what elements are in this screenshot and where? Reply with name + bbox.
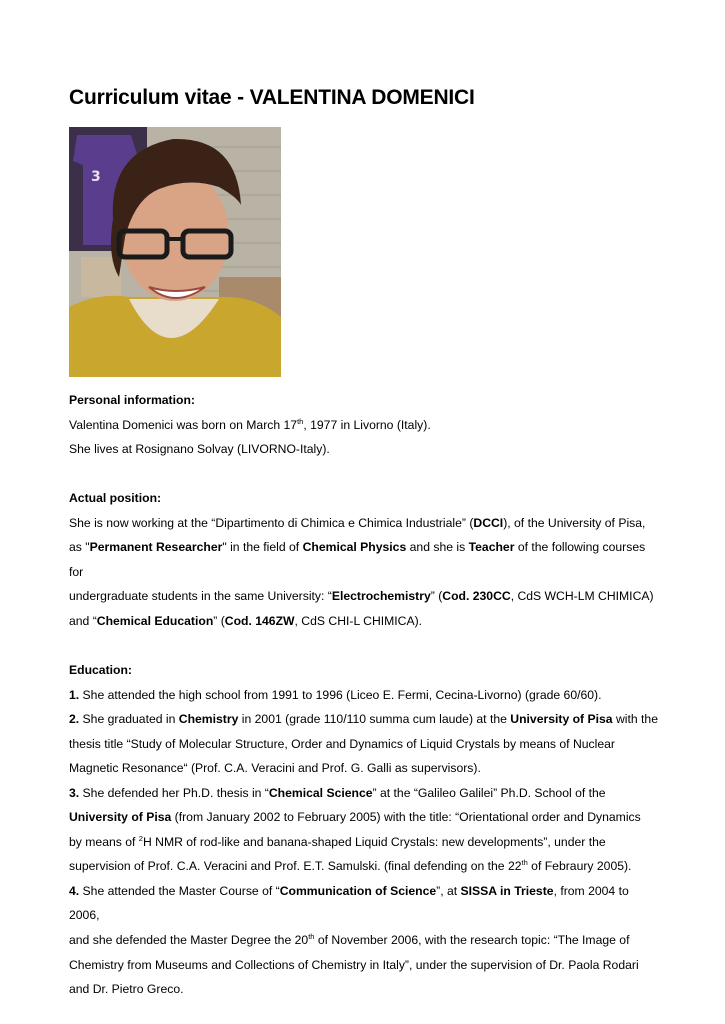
birth-info: Valentina Domenici was born on March 17th, 1977 in Livorno (Italy). [69,416,431,432]
section-heading-education: Education: [69,663,132,678]
education-line: by means of $^2$H NMR of rod-like and banana-shaped Liquid Crystals: new developments”, under the [69,833,606,849]
education-item: 1. She attended the high school from 1991 to 1996 (Liceo E. Fermi, Cecina-Livorno) (grade 60/60). [69,687,602,702]
portrait-photo [69,127,281,377]
education-line: University of Pisa (from January 2002 to February 2005) with the title: “Orientational order and Dynamics [69,810,641,825]
education-line: thesis title “Study of Molecular Structure, Order and Dynamics of Liquid Crystals by means of Nuclear [69,736,615,751]
education-item: 3. She defended her Ph.D. thesis in “Chemical Science” at the “Galileo Galilei” Ph.D. School of the [69,785,606,800]
education-item: 2. She graduated in Chemistry in 2001 (grade 110/110 summa cum laude) at the University of Pisa with the [69,712,658,727]
position-line: and “Chemical Education” (Cod. 146ZW, CdS CHI-L CHIMICA). [69,613,423,628]
education-item: 4. She attended the Master Course of “Communication of Science”, at SISSA in Trieste, from 2004 to 2006, [69,883,629,923]
education-line: Magnetic Resonance“ (Prof. C.A. Veracini and Prof. G. Galli as supervisors). [69,761,481,776]
cv-content [69,388,659,1002]
page-title: Curriculum vitae - VALENTINA DOMENICI [69,86,475,109]
section-heading-personal: Personal information: [69,393,195,407]
education-line: Chemistry from Museums and Collections of Chemistry in Italy”, under the supervision of Dr. Paola Rodari [69,957,639,972]
position-line: as "Permanent Researcher" in the field of Chemical Physics and she is Teacher of the following courses for [69,540,646,579]
education-line: and Dr. Pietro Greco. [69,982,184,997]
section-heading-position: Actual position: [69,491,162,506]
position-line: She is now working at the “Dipartimento di Chimica e Chimica Industriale” (DCCI), of the University of Pisa, [69,515,646,530]
svg-text:3: 3 [91,169,101,185]
education-line: and she defended the Master Degree the 20th of November 2006, with the research topic: “The Image of [69,932,630,948]
residence-info: She lives at Rosignano Solvay (LIVORNO-Italy). [69,442,330,457]
education-line: supervision of Prof. C.A. Veracini and Prof. E.T. Samulski. (final defending on the 22th of Febraury 2005). [69,858,632,874]
position-line: undergraduate students in the same University: “Electrochemistry” (Cod. 230CC, CdS WCH-LM CHIMICA) [69,589,654,604]
